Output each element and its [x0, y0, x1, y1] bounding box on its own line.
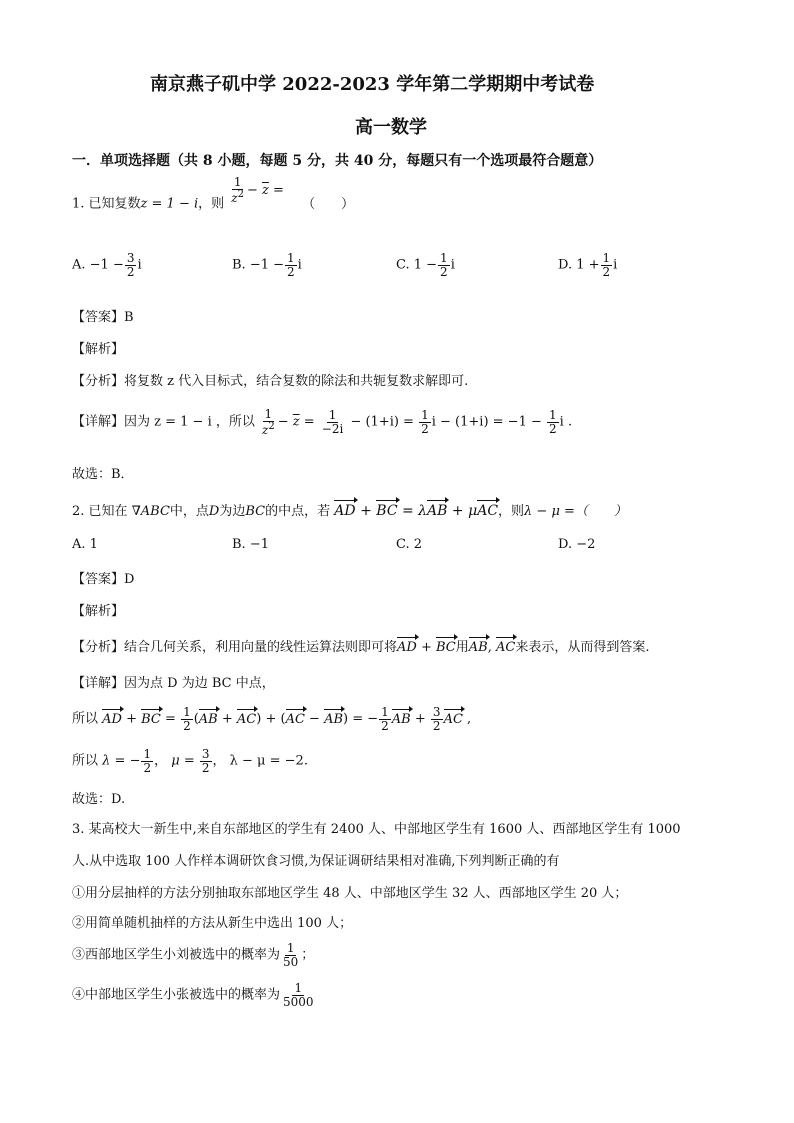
q2-detail-result: ， λ − μ = −2.: [212, 753, 308, 769]
q1-option-d-text: D. 1 +: [558, 257, 600, 273]
q2-fenxi: 【分析】结合几何关系，利用向量的线性运算法则即可将AD + BC用AB, AC来表示，从而得到答案.: [72, 640, 650, 655]
q1-option-b-text: B. −1 −: [232, 257, 285, 273]
q2-fenxi-end: 来表示，从而得到答案.: [515, 640, 650, 655]
q2-fenxi-text: 【分析】结合几何关系，利用向量的线性运算法则即可将: [72, 640, 398, 655]
q2-analysis-label: 【解析】: [72, 604, 125, 619]
question-2-stem: 2. 已知在 ∇ABC中，点D为边BC的中点，若 AD + BC = λAB + μAC，则λ − μ =（ ）: [72, 503, 627, 519]
q2-detail-so2: 所以: [72, 753, 99, 769]
q1-stem-text: 1. 已知复数: [72, 196, 141, 212]
q3-item-3: ③西部地区学生小刘被选中的概率为 $\frac{1}{50}$ ；: [72, 941, 315, 969]
q2-point-d: D: [208, 504, 220, 519]
q1-fenxi: 【分析】将复数 z 代入目标式，结合复数的除法和共轭复数求解即可.: [72, 374, 469, 389]
page-title: 南京燕子矶中学 2022-2023 学年第二学期期中考试卷: [150, 74, 595, 95]
q1-option-a: A. −1 − $\frac{3}{2}$ i: [72, 251, 142, 279]
q1-option-b: B. −1 − $\frac{1}{2}$ i: [232, 251, 302, 279]
q2-target: λ − μ =（ ）: [524, 504, 627, 519]
q1-option-a-text: A. −1 −: [72, 257, 124, 273]
q2-fenxi-use: 用: [455, 640, 469, 655]
q3-item-4: ④中部地区学生小张被选中的概率为 $\frac{1}{5000}$: [72, 981, 314, 1009]
q1-expr-frac: $\frac{1}{z^2}$: [231, 175, 244, 205]
section-heading: 一．单项选择题（共 8 小题，每题 5 分，共 40 分，每题只有一个选项最符合题意）: [72, 153, 603, 169]
q3-item-4-text: ④中部地区学生小张被选中的概率为: [72, 987, 281, 1003]
q3-line-2: 人.从中选取 100 人作样本调研饮食习惯,为保证调研结果相对准确,下列判断正确的有: [72, 854, 560, 869]
q1-option-c: C. 1 − $\frac{1}{2}$ i: [396, 251, 455, 279]
q2-choose: 故选：D.: [72, 792, 126, 807]
q2-stem-text: 2. 已知在: [72, 504, 128, 519]
q1-option-c-text: C. 1 −: [396, 257, 438, 273]
q3-line-1: 3. 某高校大一新生中,来自东部地区的学生有 2400 人、中部地区学生有 1600 人、西部地区学生有 1000: [72, 822, 681, 837]
q2-triangle: ∇ABC: [131, 504, 170, 519]
q1-detail-text: 【详解】因为 z = 1 − i ，所以: [72, 414, 255, 430]
q3-item-1: ①用分层抽样的方法分别抽取东部地区学生 48 人、中部地区学生 32 人、西部地区学生 20 人；: [72, 886, 628, 901]
q2-detail-2: 所以 AD + BC = $\frac{1}{2}$ (AB + AC) + (AC − AB) = − $\frac{1}{2}$ AB + $\frac{3}{2}$ AC ,: [72, 705, 472, 733]
q3-item-2: ②用简单随机抽样的方法从新生中选出 100 人；: [72, 916, 353, 931]
q1-analysis-label: 【解析】: [72, 342, 125, 357]
q2-option-d: D. −2: [558, 537, 596, 552]
q1-detail-step3: i .: [559, 414, 573, 430]
q2-detail-3: 所以 λ = − $\frac{1}{2}$ ， μ = $\frac{3}{2}$ ， λ − μ = −2.: [72, 747, 308, 775]
q1-z-expr: z = 1 − i: [140, 196, 199, 212]
q1-detail-step1: − (1+i) =: [350, 414, 414, 430]
q2-stem-edge: 为边: [219, 504, 246, 519]
page-subtitle: 高一数学: [355, 117, 427, 138]
q1-detail-step2: i − (1+i) = −1 −: [431, 414, 542, 430]
q1-choose: 故选：B．: [72, 467, 134, 482]
q1-paren: （ ）: [302, 196, 355, 212]
q2-option-b: B. −1: [232, 537, 269, 552]
q2-detail-so: 所以: [72, 711, 99, 727]
q2-answer: 【答案】D: [72, 572, 135, 587]
q2-option-c: C. 2: [396, 537, 423, 552]
q1-detail: 【详解】因为 z = 1 − i ，所以 $\frac{1}{z^2}$ − $\overline{z}$ = $\frac{1}{-2i}$ − (1+i) = $\frac{1}{2}$ i − (1+i) = −1 − $\frac{1}{2}$ i .: [72, 407, 573, 437]
q2-stem-then: ，则: [498, 504, 525, 519]
q2-detail-comma: ，: [154, 753, 168, 769]
q1-stem-then: ，则: [198, 196, 225, 212]
q2-option-a: A. 1: [72, 537, 98, 552]
question-1-stem: 1. 已知复数z = 1 − i，则 $\frac{1}{z^2}$ − $\overline{z}$ = （ ）: [72, 175, 355, 212]
q3-item-3-text: ③西部地区学生小刘被选中的概率为: [72, 947, 281, 963]
q1-option-d: D. 1 + $\frac{1}{2}$ i: [558, 251, 618, 279]
q2-edge-bc: BC: [245, 504, 266, 519]
q1-answer: 【答案】B: [72, 310, 134, 325]
q2-stem-if: 的中点，若: [265, 504, 331, 519]
q2-detail-1: 【详解】因为点 D 为边 BC 中点，: [72, 676, 275, 691]
q2-stem-mid: 中，点: [169, 504, 209, 519]
